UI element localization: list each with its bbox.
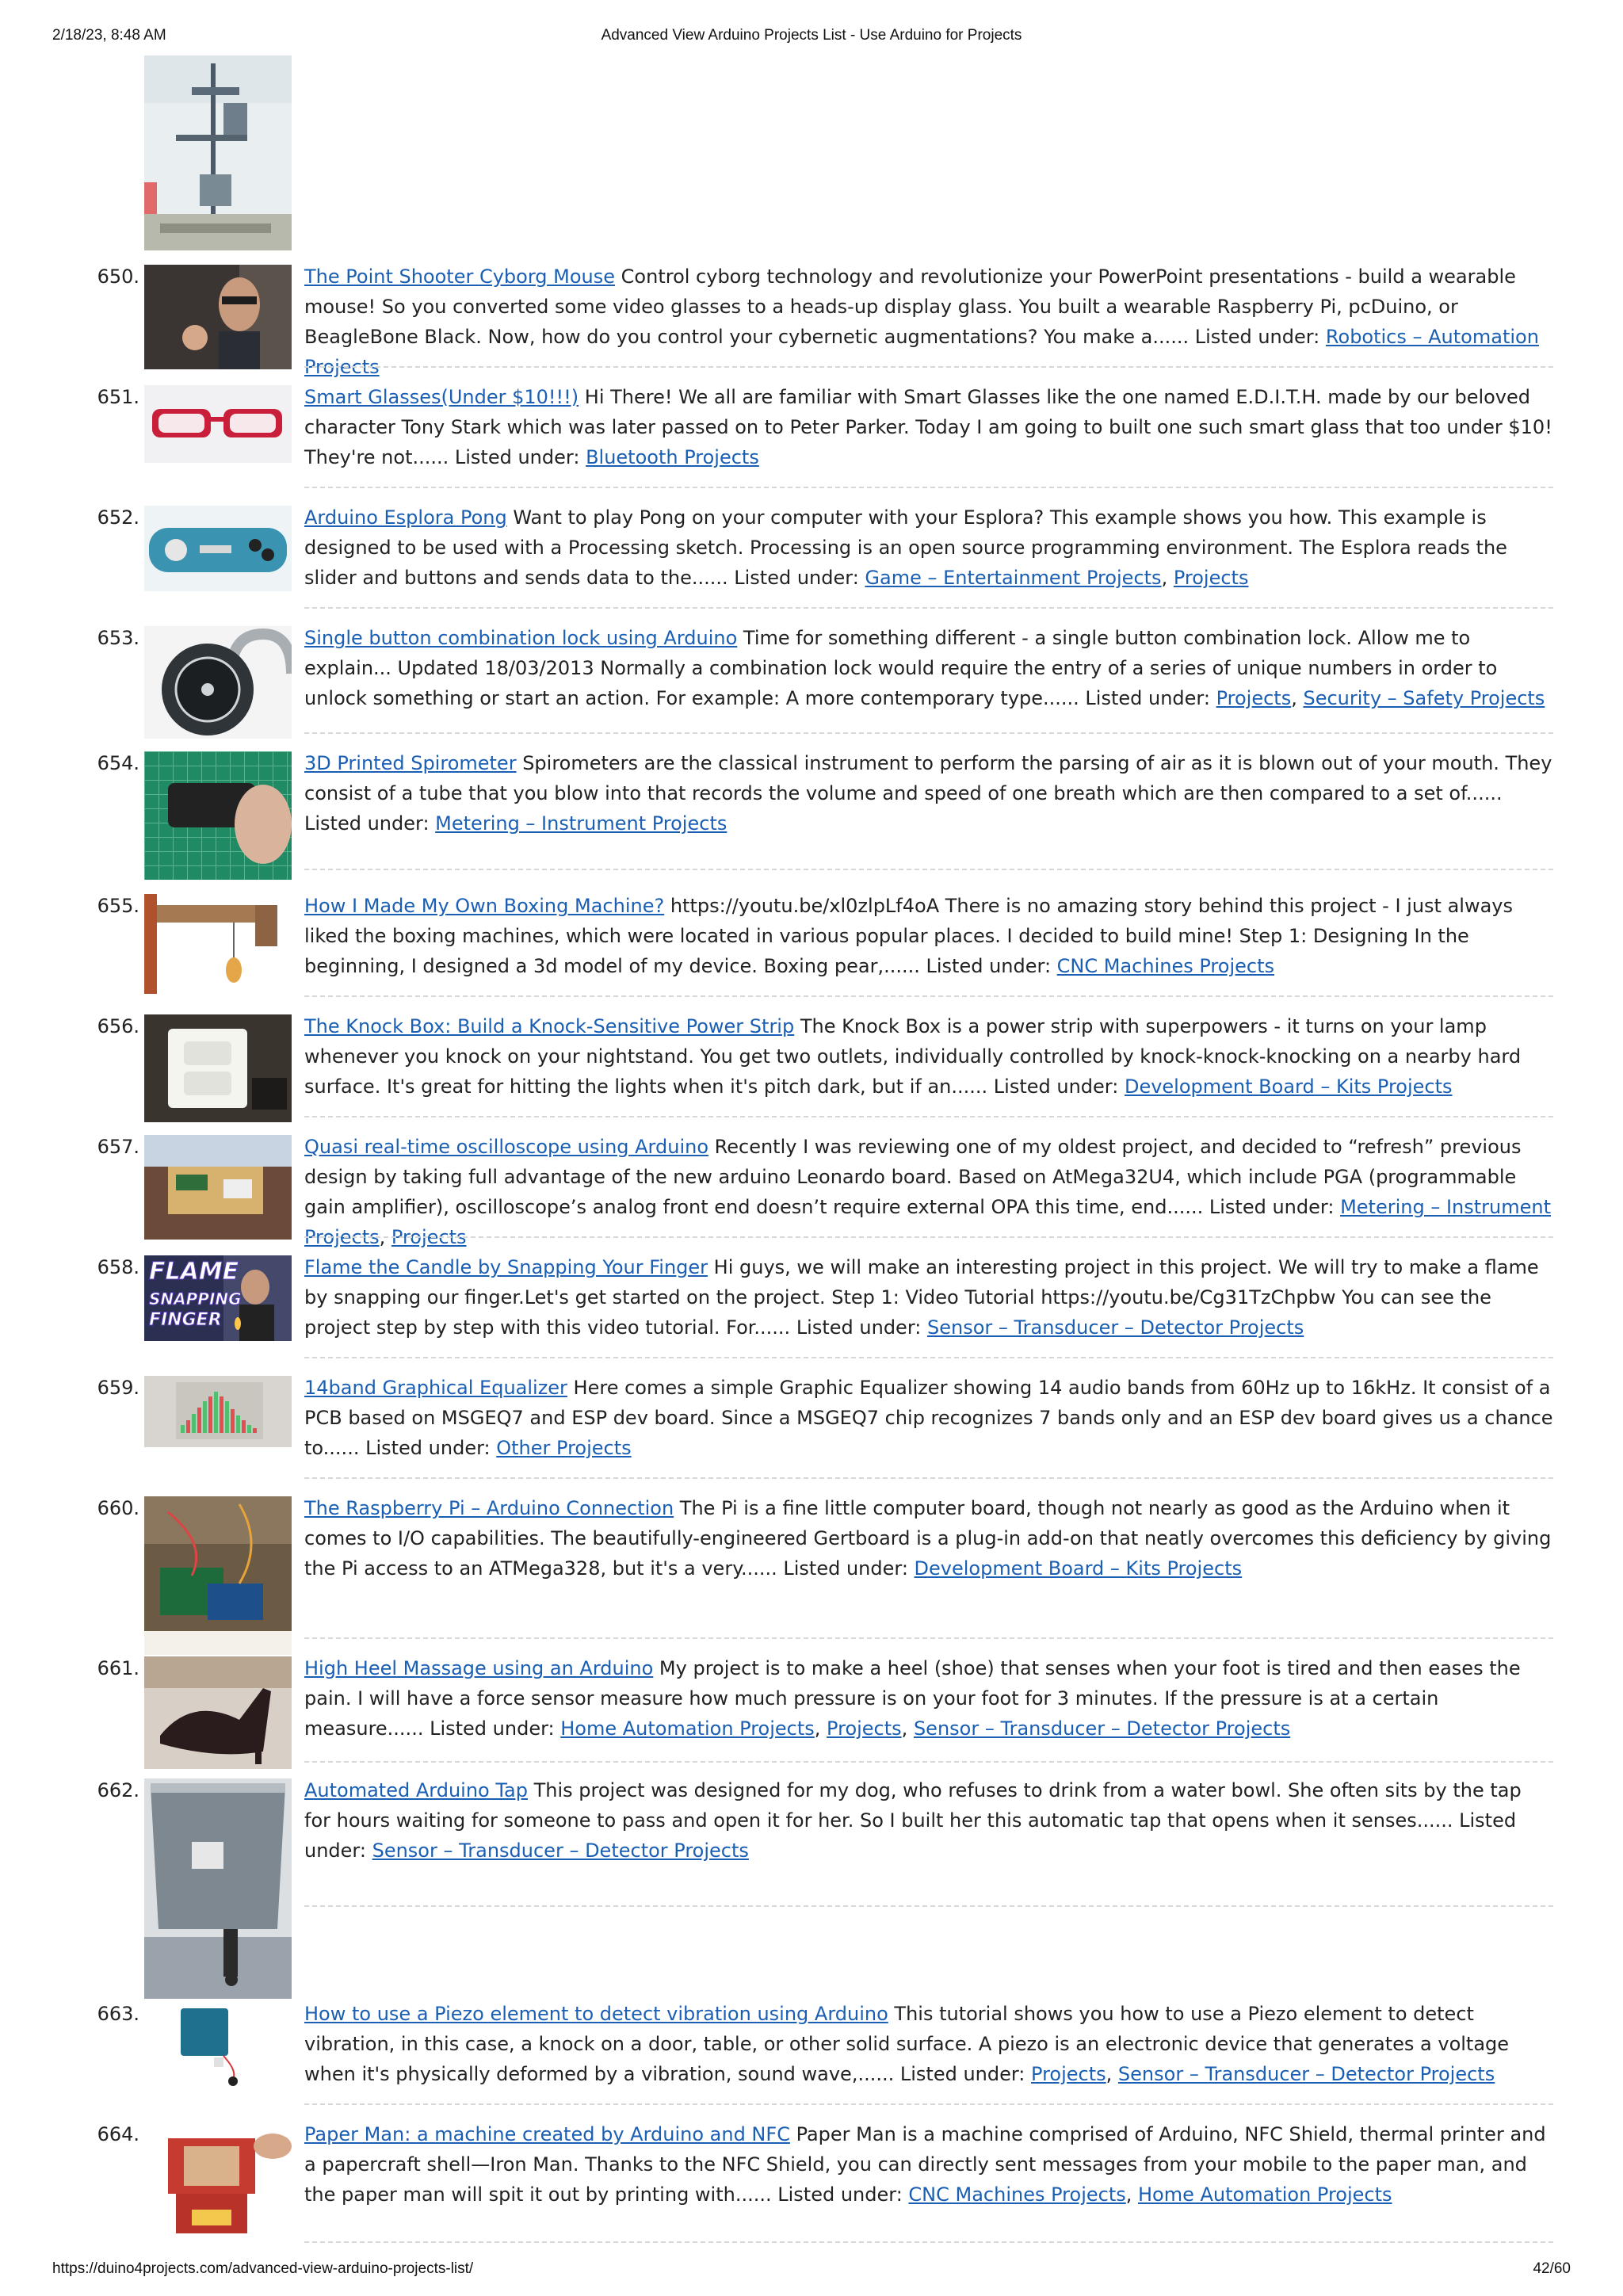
project-title-link[interactable]: The Raspberry Pi – Arduino Connection: [304, 1497, 674, 1519]
project-thumbnail[interactable]: [144, 1376, 292, 1447]
listed-under-label: Listed under:: [304, 812, 436, 835]
project-title-link[interactable]: Quasi real-time oscilloscope using Arduino: [304, 1136, 709, 1158]
item-divider: [304, 1116, 1553, 1117]
project-description: Control cyborg technology and revolutionize your PowerPoint presentations - build a wearable mouse! So you converted some video glasses to a heads-up display glass. You built a wearable Raspberry Pi, pcDuino, or BeagleBone Black. Now, how do you control your cybernetic augmentations? You make a......: [304, 266, 1516, 348]
listed-under-label: Listed under:: [734, 567, 865, 589]
category-link[interactable]: Metering – Instrument Projects: [435, 812, 727, 835]
project-thumbnail[interactable]: [144, 1014, 292, 1122]
project-image: [144, 1656, 292, 1769]
category-link[interactable]: Sensor – Transducer – Detector Projects: [1117, 2063, 1495, 2085]
item-number: 655.: [97, 895, 139, 917]
project-description: Want to play Pong on your computer with your Esplora? This example shows you how. This example is designed to be used with a Processing sketch. Processing is an open source programming environment. The Esplora reads the slider and buttons and sends data to the......: [304, 506, 1507, 589]
category-link[interactable]: Metering – Instrument Projects: [304, 1196, 1551, 1248]
category-link[interactable]: Home Automation Projects: [560, 1717, 815, 1740]
item-number: 652.: [97, 506, 139, 529]
project-description: https://youtu.be/xl0zlpLf4oA There is no amazing story behind this project - I just always liked the boxing machines, which were located in various popular places. I decided to build mine! Step 1: Designing In the beginning, I designed a 3d model of my device. Boxing pear,......: [304, 895, 1514, 977]
project-description: Recently I was reviewing one of my oldest project, and decided to “refresh” previous design by taking full advantage of the new arduino Leonardo board. Based on AtMega32U4, which include PGA (programmable gain amplifier), oscilloscope’s analog front end doesn’t require external OPA this time, end......: [304, 1136, 1522, 1218]
project-entry: [304, 1373, 1553, 1463]
category-link[interactable]: Sensor – Transducer – Detector Projects: [372, 1839, 749, 1862]
project-title-link[interactable]: 14band Graphical Equalizer: [304, 1377, 567, 1399]
project-title-link[interactable]: How I Made My Own Boxing Machine?: [304, 895, 665, 917]
print-datetime: 2/18/23, 8:48 AM: [52, 27, 166, 44]
listed-under-label: Listed under:: [783, 1557, 915, 1580]
project-image: [144, 751, 292, 880]
project-image: [144, 2002, 292, 2088]
project-title-link[interactable]: How to use a Piezo element to detect vibration using Arduino: [304, 2003, 888, 2025]
item-number: 657.: [97, 1136, 139, 1158]
project-image: [144, 1014, 292, 1122]
project-entry: [304, 1999, 1553, 2089]
project-image: [144, 1255, 292, 1341]
category-separator: ,: [901, 1717, 914, 1740]
project-title-link[interactable]: Single button combination lock using Arduino: [304, 627, 738, 649]
project-thumbnail[interactable]: [144, 1496, 292, 1655]
project-thumbnail[interactable]: [144, 894, 292, 994]
listed-under-label: Listed under:: [304, 1809, 1517, 1862]
project-description: Spirometers are the classical instrument to perform the parsing of air as it is blown out of your mouth. They consist of a tube that you blow into that records the volume and speed of one breath which are then compared to a set of......: [304, 752, 1552, 804]
item-number: 660.: [97, 1497, 139, 1519]
item-divider: [304, 869, 1553, 870]
project-thumbnail[interactable]: [144, 385, 292, 463]
category-link[interactable]: Development Board – Kits Projects: [1124, 1075, 1453, 1098]
project-image: [144, 626, 292, 739]
category-link[interactable]: Projects: [827, 1717, 902, 1740]
project-title-link[interactable]: The Knock Box: Build a Knock-Sensitive Power Strip: [304, 1015, 795, 1037]
project-image: [144, 1778, 292, 1999]
project-thumbnail[interactable]: [144, 1135, 292, 1240]
item-number: 656.: [97, 1015, 139, 1037]
project-entry: [304, 1653, 1553, 1744]
category-link[interactable]: Projects: [1216, 687, 1292, 709]
project-title-link[interactable]: High Heel Massage using an Arduino: [304, 1657, 654, 1679]
project-description: Hi guys, we will make an interesting project in this project. We will try to make a flame by snapping our finger.Let's get started on the project. Step 1: Video Tutorial https://youtu.be/Cg31TzChpbw You can see the project step by step with this video tutorial. For......: [304, 1256, 1539, 1339]
project-description: Time for something different - a single button combination lock. Allow me to explain... Updated 18/03/2013 Normally a combination lock would require the entry of a series of unique numbers in order to unlock something or start an action. For example: A more contemporary type......: [304, 627, 1498, 709]
item-divider: [304, 2241, 1553, 2243]
project-title-link[interactable]: 3D Printed Spirometer: [304, 752, 517, 774]
project-entry: [304, 262, 1553, 382]
project-image: [144, 385, 292, 463]
project-title-link[interactable]: Arduino Esplora Pong: [304, 506, 507, 529]
project-description: This project was designed for my dog, who refuses to drink from a water bowl. She often sits by the tap for hours waiting for someone to pass and open it for her. So I built her this automatic tap that opens when it senses......: [304, 1779, 1522, 1832]
listed-under-label: Listed under:: [454, 446, 586, 468]
item-number: 661.: [97, 1657, 139, 1679]
item-number: 653.: [97, 627, 139, 649]
item-number: 663.: [97, 2003, 139, 2025]
item-number: 662.: [97, 1779, 139, 1801]
print-page-title: Advanced View Arduino Projects List - Use Arduino for Projects: [601, 27, 1022, 44]
project-thumbnail[interactable]: [144, 265, 292, 369]
project-description: The Knock Box is a power strip with superpowers - it turns on your lamp whenever you knock on your nightstand. You get two outlets, individually controlled by knock-knock-knocking on a nearby hard surface. It's great for hitting the lights when it's pitch dark, but if an......: [304, 1015, 1522, 1098]
project-description: The Pi is a fine little computer board, though not nearly as good as the Arduino when it comes to I/O capabilities. The beautifully-engineered Gertboard is a plug-in add-on that neatly overcomes this deficiency by giving the Pi access to an ATMega328, but it's a very......: [304, 1497, 1552, 1580]
thumbnail-caption-0: FLAME: [149, 1258, 239, 1286]
category-link[interactable]: CNC Machines Projects: [908, 2183, 1126, 2206]
project-description: Hi There! We all are familiar with Smart Glasses like the one named E.D.I.T.H. made by our beloved character Tony Stark which was later passed on to Peter Parker. Today I am going to built one such smart glass that too under $10! They're not......: [304, 386, 1552, 468]
listed-under-label: Listed under:: [993, 1075, 1125, 1098]
category-separator: ,: [1291, 687, 1304, 709]
project-entry: [304, 1132, 1553, 1252]
category-link[interactable]: Security – Safety Projects: [1303, 687, 1545, 709]
item-divider: [304, 607, 1553, 609]
project-image: [144, 1496, 292, 1655]
project-thumbnail[interactable]: [144, 1656, 292, 1769]
project-entry: [304, 1775, 1553, 1866]
category-link[interactable]: Projects: [1173, 567, 1249, 589]
listed-under-label: Listed under:: [899, 2063, 1032, 2085]
category-separator: ,: [814, 1717, 827, 1740]
project-thumbnail[interactable]: [144, 626, 292, 739]
thumbnail-caption-1: SNAPPING: [149, 1289, 242, 1308]
category-link[interactable]: Robotics – Automation Projects: [304, 326, 1539, 378]
listed-under-label: Listed under:: [1209, 1196, 1341, 1218]
project-entry: [304, 502, 1553, 593]
item-divider: [304, 1761, 1553, 1763]
project-description: Paper Man is a machine comprised of Arduino, NFC Shield, thermal printer and a papercraft shell—Iron Man. Thanks to the NFC Shield, you can directly sent messages from your mobile to the paper man, and the paper man will spit it out by printing with......: [304, 2123, 1546, 2206]
category-link[interactable]: Sensor – Transducer – Detector Projects: [913, 1717, 1291, 1740]
category-link[interactable]: CNC Machines Projects: [1056, 955, 1274, 977]
listed-under-label: Listed under:: [430, 1717, 561, 1740]
thumbnail-caption-2: FINGER: [149, 1310, 222, 1330]
category-link[interactable]: Bluetooth Projects: [586, 446, 759, 468]
project-image: [144, 1376, 292, 1447]
project-description: My project is to make a heel (shoe) that senses when your foot is tired and then eases the pain. I will have a force sensor measure how much pressure is on your foot for 3 minutes. If the pressure is at a certain measure......: [304, 1657, 1521, 1740]
project-entry: [304, 382, 1553, 472]
listed-under-label: Listed under:: [365, 1437, 497, 1459]
category-separator: ,: [379, 1226, 391, 1248]
listed-under-label: Listed under:: [926, 955, 1057, 977]
category-link[interactable]: Sensor – Transducer – Detector Projects: [926, 1316, 1304, 1339]
item-divider: [304, 995, 1553, 997]
project-image: [144, 1135, 292, 1240]
category-link[interactable]: Projects: [391, 1226, 467, 1248]
project-entry: [304, 623, 1553, 713]
project-image: [144, 2122, 292, 2241]
category-separator: ,: [1161, 567, 1174, 589]
project-image: [144, 265, 292, 369]
project-thumbnail[interactable]: [144, 751, 292, 880]
item-divider: [304, 2103, 1553, 2105]
project-title-link[interactable]: Smart Glasses(Under $10!!!): [304, 386, 579, 408]
listed-under-label: Listed under:: [1194, 326, 1326, 348]
category-separator: ,: [1106, 2063, 1118, 2085]
item-number: 650.: [97, 266, 139, 288]
listed-under-label: Listed under:: [1085, 687, 1216, 709]
item-divider: [304, 1357, 1553, 1358]
listed-under-label: Listed under:: [777, 2183, 909, 2206]
project-thumbnail[interactable]: [144, 1778, 292, 1999]
item-divider: [304, 1637, 1553, 1639]
item-number: 664.: [97, 2123, 139, 2145]
page-number: 42/60: [1533, 2260, 1571, 2277]
listed-under-label: Listed under:: [796, 1316, 927, 1339]
project-title-link[interactable]: Automated Arduino Tap: [304, 1779, 528, 1801]
project-thumbnail[interactable]: [144, 2122, 292, 2241]
project-entry: [304, 1252, 1553, 1343]
project-entry: [304, 1493, 1553, 1584]
project-thumbnail[interactable]: [144, 506, 292, 591]
item-divider: [304, 1477, 1553, 1479]
category-separator: ,: [1125, 2183, 1138, 2206]
project-entry: [304, 891, 1553, 981]
item-number: 659.: [97, 1377, 139, 1399]
project-entry: [304, 1011, 1553, 1102]
project-image: [144, 894, 292, 994]
project-title-link[interactable]: Flame the Candle by Snapping Your Finger: [304, 1256, 708, 1278]
category-link[interactable]: Projects: [1031, 2063, 1106, 2085]
item-divider: [304, 1236, 1553, 1238]
project-title-link[interactable]: The Point Shooter Cyborg Mouse: [304, 266, 616, 288]
project-title-link[interactable]: Paper Man: a machine created by Arduino and NFC: [304, 2123, 790, 2145]
item-number: 654.: [97, 752, 139, 774]
item-number: 658.: [97, 1256, 139, 1278]
project-thumbnail[interactable]: [144, 1255, 292, 1341]
item-divider: [304, 732, 1553, 734]
item-divider: [304, 487, 1553, 488]
print-url: https://duino4projects.com/advanced-view-arduino-projects-list/: [52, 2260, 474, 2277]
category-link[interactable]: Home Automation Projects: [1138, 2183, 1392, 2206]
project-thumbnail[interactable]: [144, 2002, 292, 2088]
project-description: Here comes a simple Graphic Equalizer showing 14 audio bands from 60Hz up to 16kHz. It consist of a PCB based on MSGEQ7 and ESP dev board. Since a MSGEQ7 chip recognizes 7 bands only and an ESP dev board gives us a chance to......: [304, 1377, 1553, 1459]
category-link[interactable]: Other Projects: [496, 1437, 632, 1459]
item-divider: [304, 1905, 1553, 1907]
project-entry: [304, 2119, 1553, 2210]
category-link[interactable]: Development Board – Kits Projects: [914, 1557, 1243, 1580]
item-divider: [304, 366, 1553, 368]
project-image: [144, 506, 292, 591]
item-number: 651.: [97, 386, 139, 408]
project-entry: [304, 748, 1553, 839]
project-description: This tutorial shows you how to use a Piezo element to detect vibration, in this case, a knock on a door, table, or other solid surface. A piezo is an electronic device that generates a voltage when it's physically deformed by a vibration, sound wave,......: [304, 2003, 1510, 2085]
category-link[interactable]: Game – Entertainment Projects: [865, 567, 1162, 589]
